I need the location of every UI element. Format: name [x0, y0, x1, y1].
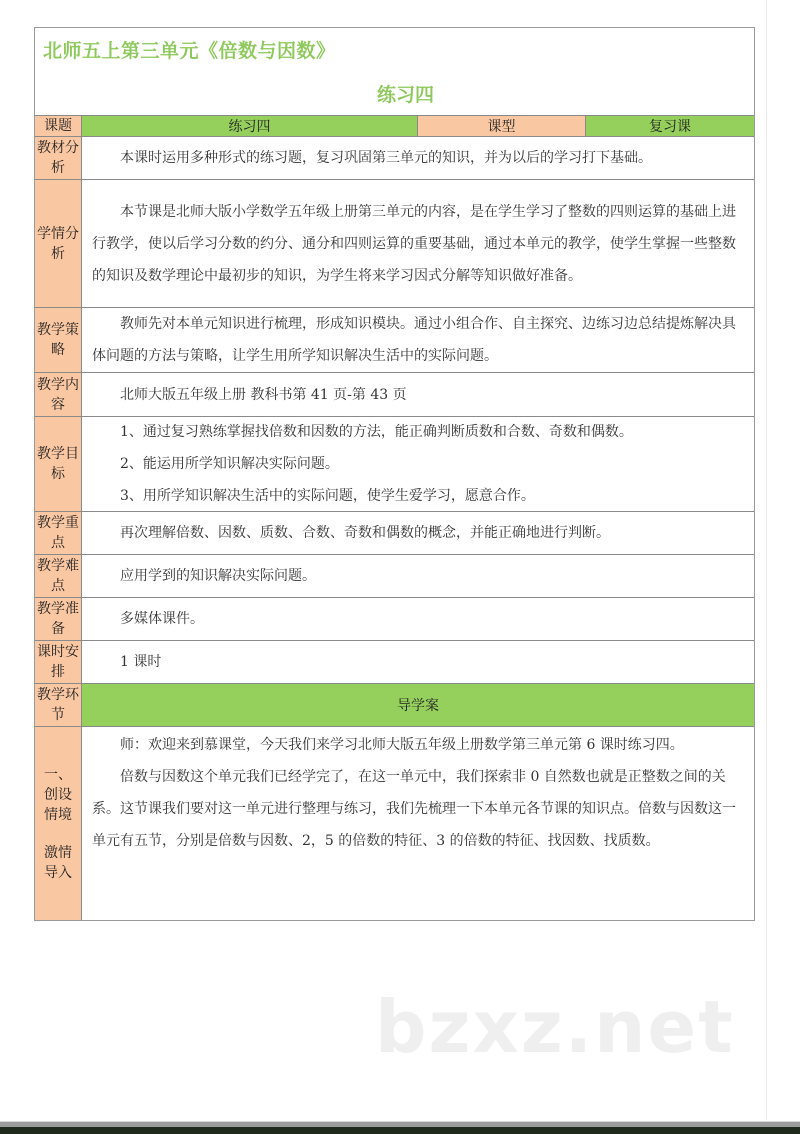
row-student-analysis: [35, 180, 754, 308]
row-text: 再次理解倍数、因数、质数、合数、奇数和偶数的概念，并能正确地进行判断。: [120, 525, 610, 541]
row-text: 本节课是北师大版小学数学五年级上册第三单元的内容，是在学生学习了整数的四则运算的基础上进行教学，使以后学习分数的约分、通分和四则运算的重要基础，通过本单元的教学，使学生掌握一些整数的知识及数学理论中最初步的知识，为学生将来学习因式分解等知识做好准备。: [92, 203, 736, 284]
topic-label: 课题: [35, 116, 82, 136]
row-intro-section: [35, 727, 754, 920]
row-text: 本课时运用多种形式的练习题，复习巩固第三单元的知识，并为以后的学习打下基础。: [120, 150, 652, 166]
type-value: 复习课: [586, 116, 754, 136]
topic-value: 练习四: [82, 116, 418, 136]
watermark: bzxz.net: [375, 985, 735, 1069]
header-row: [35, 116, 754, 137]
row-label: 教材分析: [35, 137, 82, 179]
row-label: 教学准备: [35, 598, 82, 640]
row-label: [35, 727, 82, 920]
section-label-part1: 一、创设情境: [44, 766, 72, 823]
row-text: 应用学到的知识解决实际问题。: [120, 568, 316, 584]
document-title: 北师五上第三单元《倍数与因数》: [43, 40, 336, 62]
page-edge: [766, 0, 767, 1120]
title-block: [35, 28, 754, 116]
row-text: 1 课时: [120, 654, 162, 670]
row-text: 北师大版五年级上册 教科书第 41 页-第 43 页: [120, 386, 407, 403]
paragraph: 师：欢迎来到慕课堂，今天我们来学习北师大版五年级上册数学第三单元第 6 课时练习四。: [120, 737, 684, 753]
row-difficulties: [35, 555, 754, 598]
row-teaching-process: [35, 684, 754, 727]
row-label: 课时安排: [35, 641, 82, 683]
lesson-plan-table: [34, 27, 755, 921]
document-subtitle: 练习四: [376, 84, 434, 106]
goal-item: 3、用所学知识解决生活中的实际问题，使学生爱学习，愿意合作。: [120, 488, 535, 504]
row-preparation: [35, 598, 754, 641]
goal-item: 2、能运用所学知识解决实际问题。: [120, 456, 339, 472]
paragraph: 倍数与因数这个单元我们已经学完了，在这一单元中，我们探索非 0 自然数也就是正整数之间的关系。这节课我们要对这一单元进行整理与练习，我们先梳理一下本单元各节课的知识点。倍数与因数这一单元有五节，分别是倍数与因数、2，5 的倍数的特征、3 的倍数的特征、找因数、找质数。: [92, 769, 736, 849]
row-label: 教学重点: [35, 512, 82, 554]
row-label: 学情分析: [35, 180, 82, 307]
bottom-bar: [0, 1127, 800, 1134]
type-label: 课型: [418, 116, 586, 136]
row-textbook-analysis: [35, 137, 754, 180]
guide-plan-header: 导学案: [82, 684, 754, 726]
row-teaching-strategy: [35, 308, 754, 373]
row-label: 教学策略: [35, 308, 82, 372]
section-label-part2: 激情导入: [44, 844, 72, 881]
goal-item: 1、通过复习熟练掌握找倍数和因数的方法，能正确判断质数和合数、奇数和偶数。: [120, 424, 633, 440]
row-label: 教学难点: [35, 555, 82, 597]
row-schedule: [35, 641, 754, 684]
row-label: 教学目标: [35, 417, 82, 511]
row-text: 教师先对本单元知识进行梳理，形成知识模块。通过小组合作、自主探究、边练习边总结提炼解决具体问题的方法与策略，让学生用所学知识解决生活中的实际问题。: [92, 316, 736, 364]
row-text: 多媒体课件。: [120, 611, 204, 627]
row-teaching-content: [35, 373, 754, 417]
row-key-points: [35, 512, 754, 555]
row-teaching-goals: [35, 417, 754, 512]
row-label: 教学环节: [35, 684, 82, 726]
row-label: 教学内容: [35, 373, 82, 416]
